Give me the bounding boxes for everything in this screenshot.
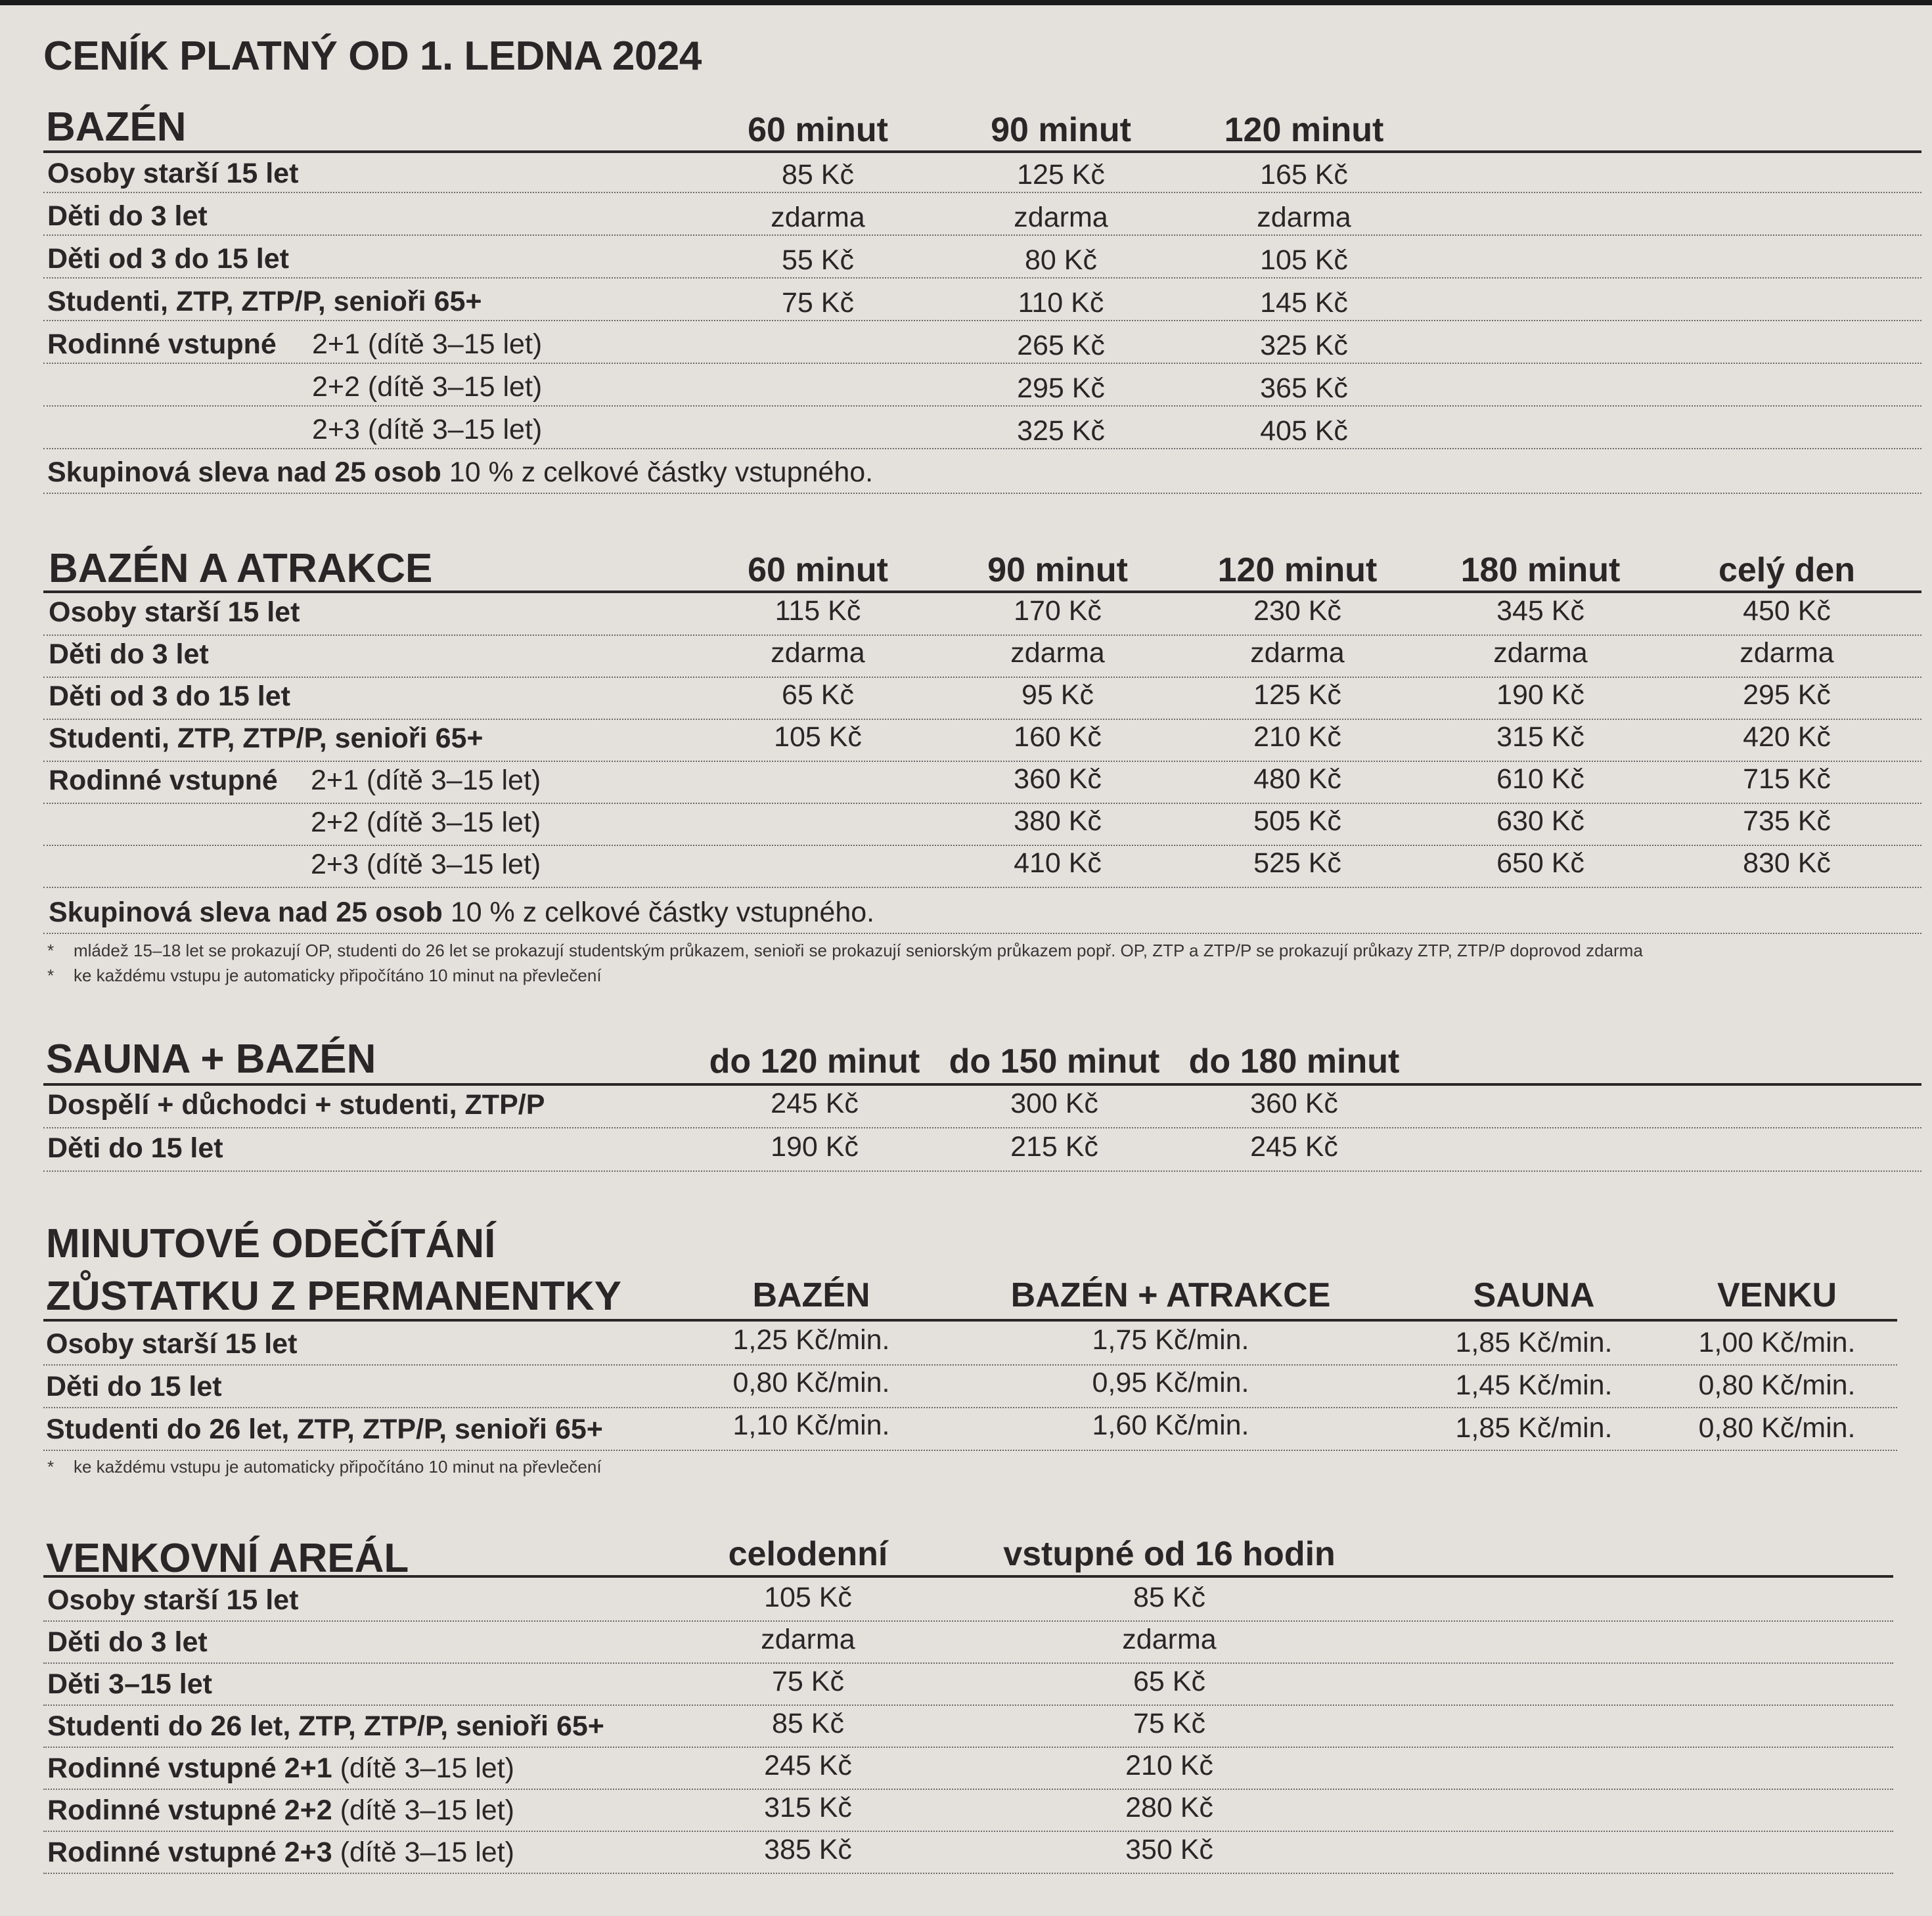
rate-cell: 1,60 Kč/min. xyxy=(1092,1410,1249,1441)
price-cell: 230 Kč xyxy=(1253,595,1341,627)
row-divider xyxy=(43,635,1921,636)
column-header: do 120 minut xyxy=(709,1042,920,1081)
footnote-text: ke každému vstupu je automaticky připočítáno 10 minut na převlečení xyxy=(74,966,602,985)
column-header: VENKU xyxy=(1717,1276,1837,1314)
footnote xyxy=(47,1457,602,1477)
footnote xyxy=(47,941,1643,961)
rate-cell: 0,80 Kč/min. xyxy=(1698,1370,1856,1401)
column-header: celý den xyxy=(1718,551,1856,589)
column-header: do 150 minut xyxy=(949,1042,1160,1081)
row-label: Děti do 15 let xyxy=(47,1132,223,1164)
price-cell: 210 Kč xyxy=(1125,1750,1213,1781)
row-divider xyxy=(43,803,1921,804)
price-cell: 85 Kč xyxy=(772,1708,844,1739)
price-cell: 450 Kč xyxy=(1743,595,1831,627)
price-cell: 55 Kč xyxy=(782,244,854,276)
price-cell: 165 Kč xyxy=(1260,159,1348,190)
price-cell: 650 Kč xyxy=(1496,847,1584,879)
rate-cell: 1,45 Kč/min. xyxy=(1455,1370,1613,1401)
top-edge xyxy=(0,0,1932,5)
column-header: 90 minut xyxy=(991,111,1131,149)
row-label: Děti od 3 do 15 let xyxy=(47,243,289,275)
footnote-asterisk: * xyxy=(47,941,55,960)
price-cell: 115 Kč xyxy=(775,595,861,627)
column-header: do 180 minut xyxy=(1188,1042,1400,1081)
price-cell: 215 Kč xyxy=(1010,1131,1098,1163)
family-label: Rodinné vstupné xyxy=(47,328,277,360)
header-rule xyxy=(43,1575,1893,1578)
row-label-main: Děti do 3 let xyxy=(47,1626,208,1658)
row-label: Osoby starší 15 let xyxy=(46,1328,298,1360)
row-divider xyxy=(43,1831,1893,1832)
section-title-bazen: BAZÉN xyxy=(46,104,187,150)
price-cell: 405 Kč xyxy=(1260,415,1348,447)
price-cell: 360 Kč xyxy=(1014,763,1102,795)
family-variant: 2+1 (dítě 3–15 let) xyxy=(311,765,541,796)
price-cell: zdarma xyxy=(1010,637,1105,669)
rate-cell: 0,80 Kč/min. xyxy=(732,1367,890,1398)
column-header: 60 minut xyxy=(748,111,888,149)
family-variant: 2+3 (dítě 3–15 let) xyxy=(311,849,541,880)
row-label: Osoby starší 15 let xyxy=(47,158,299,189)
rate-cell: 0,95 Kč/min. xyxy=(1092,1367,1249,1398)
price-cell: 385 Kč xyxy=(764,1834,852,1865)
price-cell: zdarma xyxy=(771,637,865,669)
row-label-sub: (dítě 3–15 let) xyxy=(332,1794,514,1826)
rate-cell: 1,85 Kč/min. xyxy=(1455,1327,1613,1358)
header-rule xyxy=(43,1319,1897,1322)
row-label: Dospělí + důchodci + studenti, ZTP/P xyxy=(47,1089,545,1121)
price-cell: zdarma xyxy=(761,1624,855,1655)
row-label: Děti do 15 let xyxy=(46,1371,222,1402)
row-label-main: Rodinné vstupné 2+1 xyxy=(47,1752,332,1784)
price-cell: 245 Kč xyxy=(1250,1131,1338,1163)
price-cell: 95 Kč xyxy=(1022,679,1094,711)
section-title-venkovni: VENKOVNÍ AREÁL xyxy=(46,1536,409,1581)
price-cell: zdarma xyxy=(1493,637,1588,669)
family-variant: 2+1 (dítě 3–15 let) xyxy=(312,328,543,360)
row-divider xyxy=(43,845,1921,846)
group-discount-bold: Skupinová sleva nad 25 osob xyxy=(47,457,441,488)
row-label xyxy=(47,1752,514,1785)
footnote-text: mládež 15–18 let se prokazují OP, studenti do 26 let se prokazují studentským průkazem, senioři se prokazují seniorským průkazem popř. OP, ZTP a ZTP/P se prokazují průkazy ZTP, ZTP/P doprovod zdarma xyxy=(74,941,1643,960)
row-label xyxy=(47,1710,604,1743)
row-label: Osoby starší 15 let xyxy=(49,596,300,628)
price-cell: 610 Kč xyxy=(1496,763,1584,795)
row-label: Studenti, ZTP, ZTP/P, senioři 65+ xyxy=(47,286,482,317)
row-label: Děti do 3 let xyxy=(49,638,209,670)
group-discount-text: 10 % z celkové částky vstupného. xyxy=(442,897,875,928)
family-variant: 2+2 (dítě 3–15 let) xyxy=(311,807,541,838)
row-divider xyxy=(43,493,1921,494)
price-cell: 80 Kč xyxy=(1025,244,1097,276)
row-divider xyxy=(43,1704,1893,1706)
row-label-sub: (dítě 3–15 let) xyxy=(332,1752,514,1784)
price-cell: 65 Kč xyxy=(782,679,854,711)
price-cell: 380 Kč xyxy=(1014,805,1102,837)
row-divider xyxy=(43,1662,1893,1664)
row-label-main: Děti 3–15 let xyxy=(47,1668,212,1700)
price-cell: 420 Kč xyxy=(1743,721,1831,753)
group-discount-note xyxy=(47,457,873,489)
price-cell: zdarma xyxy=(1250,637,1345,669)
row-label-main: Osoby starší 15 let xyxy=(47,1584,299,1616)
rate-cell: 1,85 Kč/min. xyxy=(1455,1412,1613,1444)
family-variant: 2+2 (dítě 3–15 let) xyxy=(312,371,543,403)
price-cell: 715 Kč xyxy=(1743,763,1831,795)
row-divider xyxy=(43,719,1921,720)
column-header: BAZÉN xyxy=(752,1276,870,1314)
price-cell: 360 Kč xyxy=(1250,1088,1338,1119)
row-label-main: Rodinné vstupné 2+3 xyxy=(47,1837,332,1868)
row-label-main: Rodinné vstupné 2+2 xyxy=(47,1794,332,1826)
price-cell: 145 Kč xyxy=(1260,287,1348,319)
price-cell: 525 Kč xyxy=(1253,847,1341,879)
price-cell: 210 Kč xyxy=(1253,721,1341,753)
row-divider xyxy=(43,1789,1893,1790)
row-label: Děti do 3 let xyxy=(47,200,208,232)
row-divider xyxy=(43,1170,1921,1172)
row-divider xyxy=(43,192,1921,193)
price-cell: 245 Kč xyxy=(771,1088,859,1119)
price-cell: 315 Kč xyxy=(1496,721,1584,753)
header-rule xyxy=(43,150,1921,153)
row-label-sub: (dítě 3–15 let) xyxy=(332,1837,514,1868)
price-cell: 75 Kč xyxy=(772,1666,844,1697)
column-header: 120 minut xyxy=(1217,551,1378,589)
price-cell: 325 Kč xyxy=(1260,330,1348,361)
price-cell: zdarma xyxy=(1122,1624,1217,1655)
rate-cell: 1,00 Kč/min. xyxy=(1698,1327,1856,1358)
rate-cell: 1,75 Kč/min. xyxy=(1092,1324,1249,1356)
group-discount-note xyxy=(49,897,874,929)
row-divider xyxy=(43,320,1921,321)
row-divider xyxy=(43,277,1921,278)
price-cell: 190 Kč xyxy=(1496,679,1584,711)
row-divider xyxy=(43,887,1921,888)
row-label xyxy=(47,1668,212,1701)
price-cell: 160 Kč xyxy=(1014,721,1102,753)
rate-cell: 1,25 Kč/min. xyxy=(732,1324,890,1356)
row-divider xyxy=(43,405,1921,407)
column-header: 120 minut xyxy=(1224,111,1384,149)
price-cell: zdarma xyxy=(1740,637,1834,669)
family-label: Rodinné vstupné xyxy=(49,765,278,796)
group-discount-text: 10 % z celkové částky vstupného. xyxy=(441,457,874,488)
price-cell: 110 Kč xyxy=(1018,287,1104,319)
row-label xyxy=(47,1584,298,1616)
section-title-minutove-line2: ZŮSTATKU Z PERMANENTKY xyxy=(46,1274,621,1319)
price-cell: zdarma xyxy=(771,202,865,233)
row-divider xyxy=(43,1127,1921,1128)
row-label xyxy=(47,1837,514,1869)
price-cell: 365 Kč xyxy=(1260,372,1348,404)
price-cell: 105 Kč xyxy=(774,721,862,753)
footnote-asterisk: * xyxy=(47,966,55,985)
price-cell: 830 Kč xyxy=(1743,847,1831,879)
price-cell: 345 Kč xyxy=(1496,595,1584,627)
row-divider xyxy=(43,761,1921,762)
row-divider xyxy=(43,234,1921,236)
row-divider xyxy=(43,1407,1897,1408)
row-label-main: Studenti do 26 let, ZTP, ZTP/P, senioři 65+ xyxy=(47,1710,604,1742)
price-cell: 280 Kč xyxy=(1125,1792,1213,1823)
price-cell: 325 Kč xyxy=(1017,415,1105,447)
header-rule xyxy=(43,590,1921,593)
price-cell: 170 Kč xyxy=(1014,595,1102,627)
row-label xyxy=(47,1626,208,1659)
row-label: Studenti, ZTP, ZTP/P, senioři 65+ xyxy=(49,723,483,754)
price-cell: 125 Kč xyxy=(1017,159,1105,190)
price-cell: 480 Kč xyxy=(1253,763,1341,795)
section-title-bazen-atrakce: BAZÉN A ATRAKCE xyxy=(49,546,433,591)
family-variant: 2+3 (dítě 3–15 let) xyxy=(312,414,543,445)
column-header: celodenní xyxy=(728,1535,888,1573)
price-cell: 125 Kč xyxy=(1253,679,1341,711)
price-cell: 315 Kč xyxy=(764,1792,852,1823)
row-divider xyxy=(43,1747,1893,1748)
price-cell: 735 Kč xyxy=(1743,805,1831,837)
row-divider xyxy=(43,1873,1893,1874)
price-cell: 75 Kč xyxy=(782,287,854,319)
price-cell: 410 Kč xyxy=(1014,847,1102,879)
price-cell: zdarma xyxy=(1257,202,1351,233)
row-divider xyxy=(43,677,1921,678)
column-header: 180 minut xyxy=(1460,551,1621,589)
section-title-sauna: SAUNA + BAZÉN xyxy=(46,1036,376,1082)
price-cell: 265 Kč xyxy=(1017,330,1105,361)
section-title-minutove-line1: MINUTOVÉ ODEČÍTÁNÍ xyxy=(46,1221,496,1266)
rate-cell: 0,80 Kč/min. xyxy=(1698,1412,1856,1444)
price-cell: 65 Kč xyxy=(1133,1666,1205,1697)
row-label: Děti od 3 do 15 let xyxy=(49,680,290,712)
row-divider xyxy=(43,933,1921,934)
column-header: BAZÉN + ATRAKCE xyxy=(1010,1276,1331,1314)
price-cell: 505 Kč xyxy=(1253,805,1341,837)
price-cell: 190 Kč xyxy=(771,1131,859,1163)
page-title: CENÍK PLATNÝ OD 1. LEDNA 2024 xyxy=(43,33,702,79)
row-divider xyxy=(43,363,1921,364)
price-cell: 300 Kč xyxy=(1010,1088,1098,1119)
price-cell: 85 Kč xyxy=(1133,1582,1205,1613)
row-label: Studenti do 26 let, ZTP, ZTP/P, senioři 65+ xyxy=(46,1414,603,1445)
header-rule xyxy=(43,1083,1921,1086)
footnote-text: ke každému vstupu je automaticky připočítáno 10 minut na převlečení xyxy=(74,1457,602,1477)
price-cell: 105 Kč xyxy=(764,1582,852,1613)
row-divider xyxy=(43,1620,1893,1622)
column-header: 90 minut xyxy=(987,551,1128,589)
column-header: SAUNA xyxy=(1473,1276,1595,1314)
footnote xyxy=(47,966,602,986)
rate-cell: 1,10 Kč/min. xyxy=(732,1410,890,1441)
price-cell: 350 Kč xyxy=(1125,1834,1213,1865)
price-cell: zdarma xyxy=(1014,202,1108,233)
price-cell: 75 Kč xyxy=(1133,1708,1205,1739)
group-discount-bold: Skupinová sleva nad 25 osob xyxy=(49,897,443,928)
price-cell: 630 Kč xyxy=(1496,805,1584,837)
price-cell: 105 Kč xyxy=(1260,244,1348,276)
row-divider xyxy=(43,1450,1897,1451)
column-header: vstupné od 16 hodin xyxy=(1003,1535,1336,1573)
price-cell: 295 Kč xyxy=(1017,372,1105,404)
price-cell: 295 Kč xyxy=(1743,679,1831,711)
row-divider xyxy=(43,448,1921,449)
column-header: 60 minut xyxy=(748,551,888,589)
price-cell: 245 Kč xyxy=(764,1750,852,1781)
row-label xyxy=(47,1794,514,1827)
row-divider xyxy=(43,1364,1897,1366)
price-cell: 85 Kč xyxy=(782,159,854,190)
footnote-asterisk: * xyxy=(47,1457,55,1477)
